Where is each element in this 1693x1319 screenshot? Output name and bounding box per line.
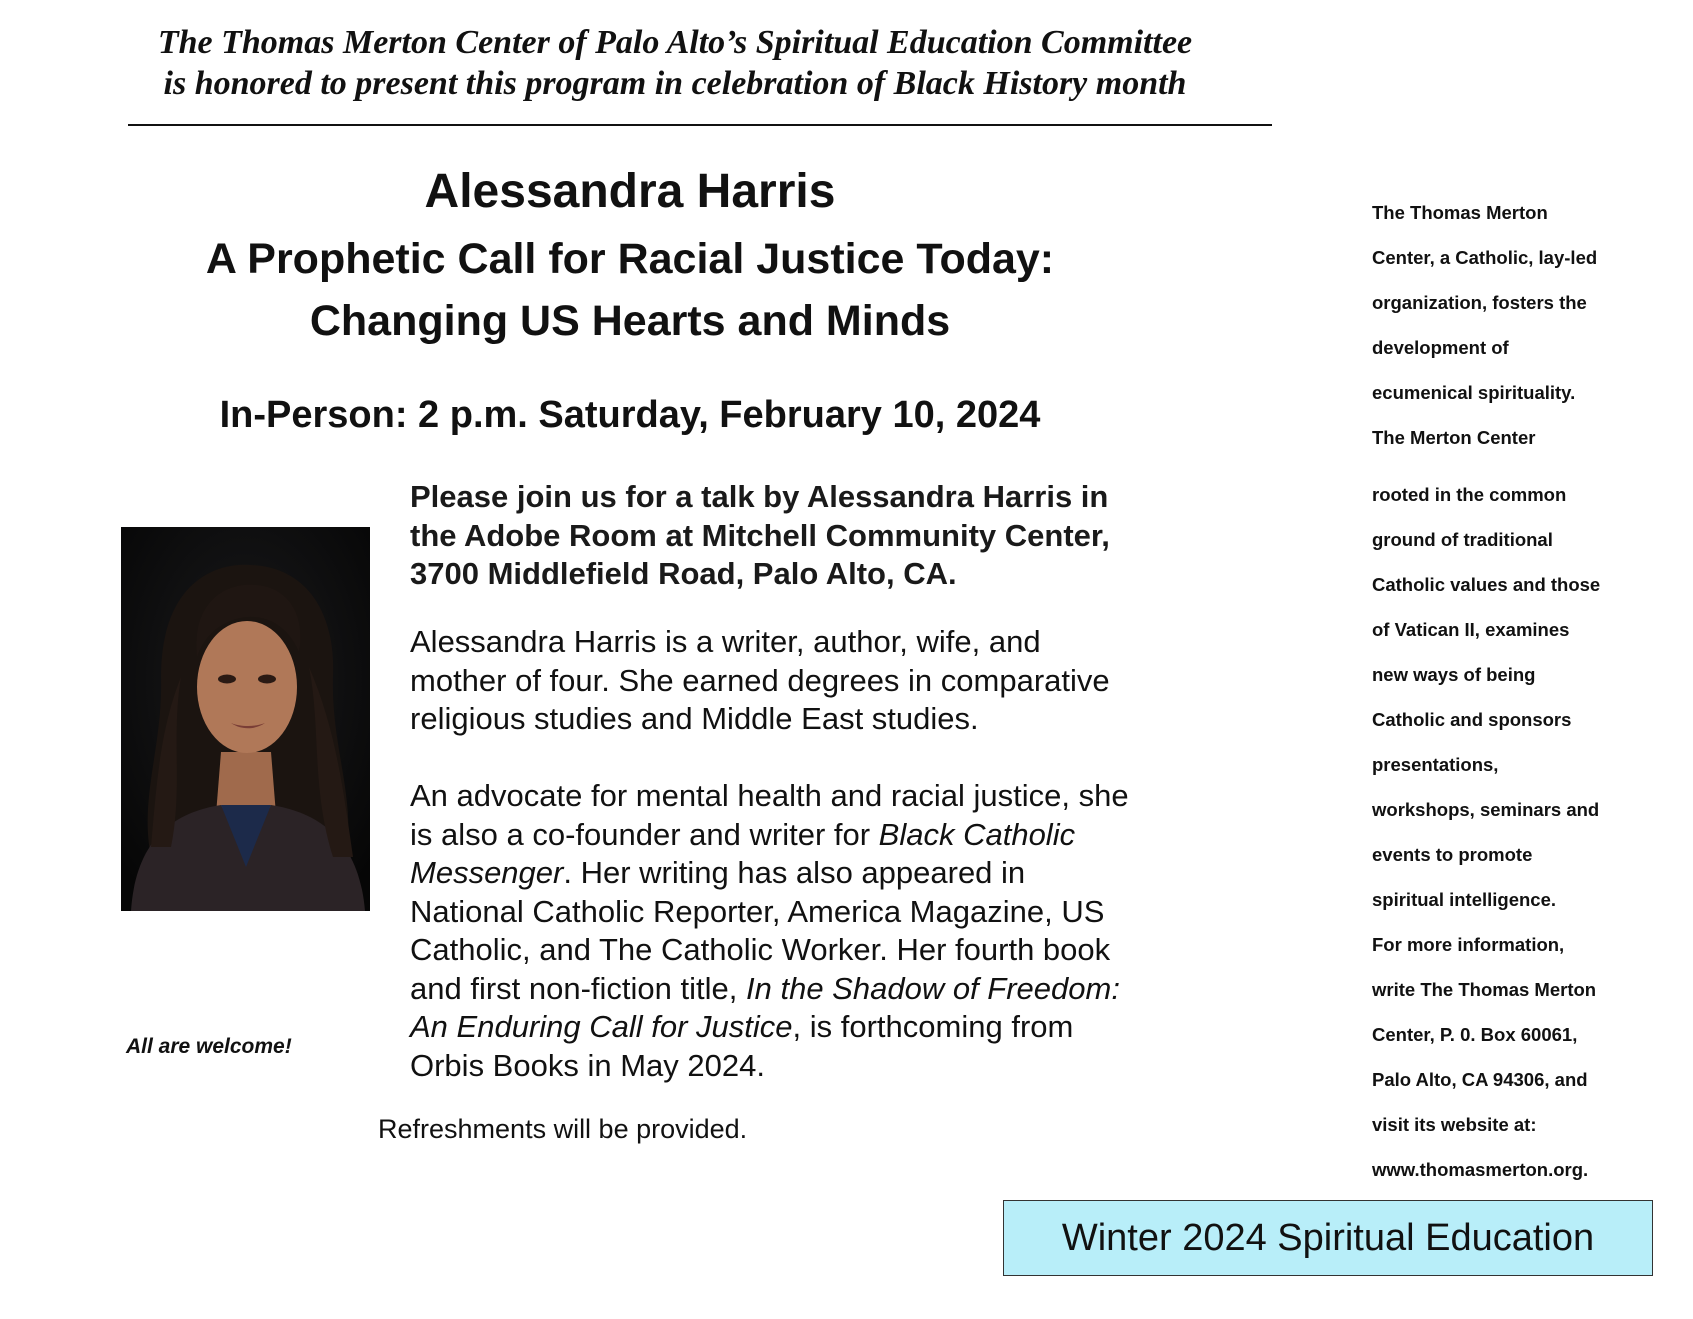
header-dedication <box>110 22 1240 104</box>
bio-paragraph-2 <box>410 777 1210 1085</box>
book-title: An Enduring Call for Justice <box>410 1009 793 1044</box>
sidebar-line: rooted in the common <box>1372 484 1567 505</box>
sidebar-line: For more information, <box>1372 934 1565 955</box>
bio-paragraph-1 <box>410 623 1210 739</box>
sidebar-line: presentations, <box>1372 754 1499 775</box>
series-label-box: Winter 2024 Spiritual Education <box>1003 1200 1653 1276</box>
sidebar-line: write The Thomas Merton <box>1372 979 1597 1000</box>
sidebar-line: organization, fosters the <box>1372 292 1587 313</box>
portrait-illustration <box>121 527 370 911</box>
sidebar-group-1 <box>1372 190 1652 460</box>
sidebar-line: ground of traditional <box>1372 529 1553 550</box>
publication-title: Black Catholic <box>878 816 1076 852</box>
sidebar-line: Catholic and sponsors <box>1372 709 1572 730</box>
sidebar-line: spiritual intelligence. <box>1372 889 1557 910</box>
sidebar-line: ecumenical spirituality. <box>1372 382 1576 403</box>
sidebar-line: Center, a Catholic, lay-led <box>1372 247 1598 268</box>
sidebar-line: The Thomas Merton <box>1372 202 1548 223</box>
bio2-line-6 <box>410 970 1210 1009</box>
invitation-line-1: Please join us for a talk by Alessandra Harris in <box>410 479 1109 514</box>
sidebar-line: The Merton Center <box>1372 427 1536 448</box>
bio1-line-3: religious studies and Middle East studies. <box>410 701 979 736</box>
bio2-line-5: Catholic, and The Catholic Worker. Her fourth book <box>410 932 1111 967</box>
invitation-text <box>410 478 1210 594</box>
sidebar-line: visit its website at: <box>1372 1114 1537 1135</box>
bio2-text: . Her writing has also appeared in <box>563 855 1026 890</box>
bio1-line-2: mother of four. She earned degrees in comparative <box>410 662 1110 698</box>
bio2-line-2 <box>410 816 1210 855</box>
sidebar-line: www.thomasmerton.org. <box>1372 1159 1589 1180</box>
refreshments-note: Refreshments will be provided. <box>378 1114 748 1144</box>
bio1-line-1: Alessandra Harris is a writer, author, wife, and <box>410 624 1041 659</box>
merton-center-sidebar <box>1372 190 1652 1192</box>
speaker-photo <box>121 527 370 911</box>
sidebar-line: Catholic values and those <box>1372 574 1601 595</box>
sidebar-line: events to promote <box>1372 844 1533 865</box>
speaker-name: Alessandra Harris <box>424 165 836 218</box>
sidebar-group-2 <box>1372 472 1652 1192</box>
header-line-2: is honored to present this program in celebration of Black History month <box>163 65 1187 102</box>
sidebar-line: Palo Alto, CA 94306, and <box>1372 1069 1588 1090</box>
sidebar-line: new ways of being <box>1372 664 1536 685</box>
bio2-text: and first non-fiction title, <box>410 970 746 1006</box>
sidebar-line: workshops, seminars and <box>1372 799 1600 820</box>
bio2-line-4: National Catholic Reporter, America Magazine, US <box>410 893 1105 929</box>
welcome-note: All are welcome! <box>126 1035 292 1058</box>
bio2-text: is also a co-founder and writer for <box>410 816 879 852</box>
sidebar-line: development of <box>1372 337 1509 358</box>
header-divider <box>128 124 1272 126</box>
talk-title-line-1: A Prophetic Call for Racial Justice Today: <box>205 235 1055 283</box>
sidebar-line: Center, P. 0. Box 60061, <box>1372 1024 1578 1045</box>
book-title: In the Shadow of Freedom: <box>746 970 1120 1006</box>
talk-title <box>140 228 1120 352</box>
bio2-line-8: Orbis Books in May 2024. <box>410 1047 765 1083</box>
invitation-line-3: 3700 Middlefield Road, Palo Alto, CA. <box>410 556 957 591</box>
publication-title: Messenger <box>410 855 564 890</box>
bio2-line-3 <box>410 854 1210 893</box>
bio2-line-1: An advocate for mental health and racial justice, she <box>410 778 1129 813</box>
bio2-text: , is forthcoming from <box>792 1009 1074 1044</box>
header-line-1: The Thomas Merton Center of Palo Alto’s Spiritual Education Committee <box>157 24 1193 61</box>
bio2-line-7 <box>410 1008 1210 1047</box>
talk-title-line-2: Changing US Hearts and Minds <box>309 297 951 345</box>
sidebar-line: of Vatican II, examines <box>1372 619 1570 640</box>
event-time: In-Person: 2 p.m. Saturday, February 10, 2024 <box>219 394 1041 436</box>
invitation-line-2: the Adobe Room at Mitchell Community Center, <box>410 517 1110 553</box>
